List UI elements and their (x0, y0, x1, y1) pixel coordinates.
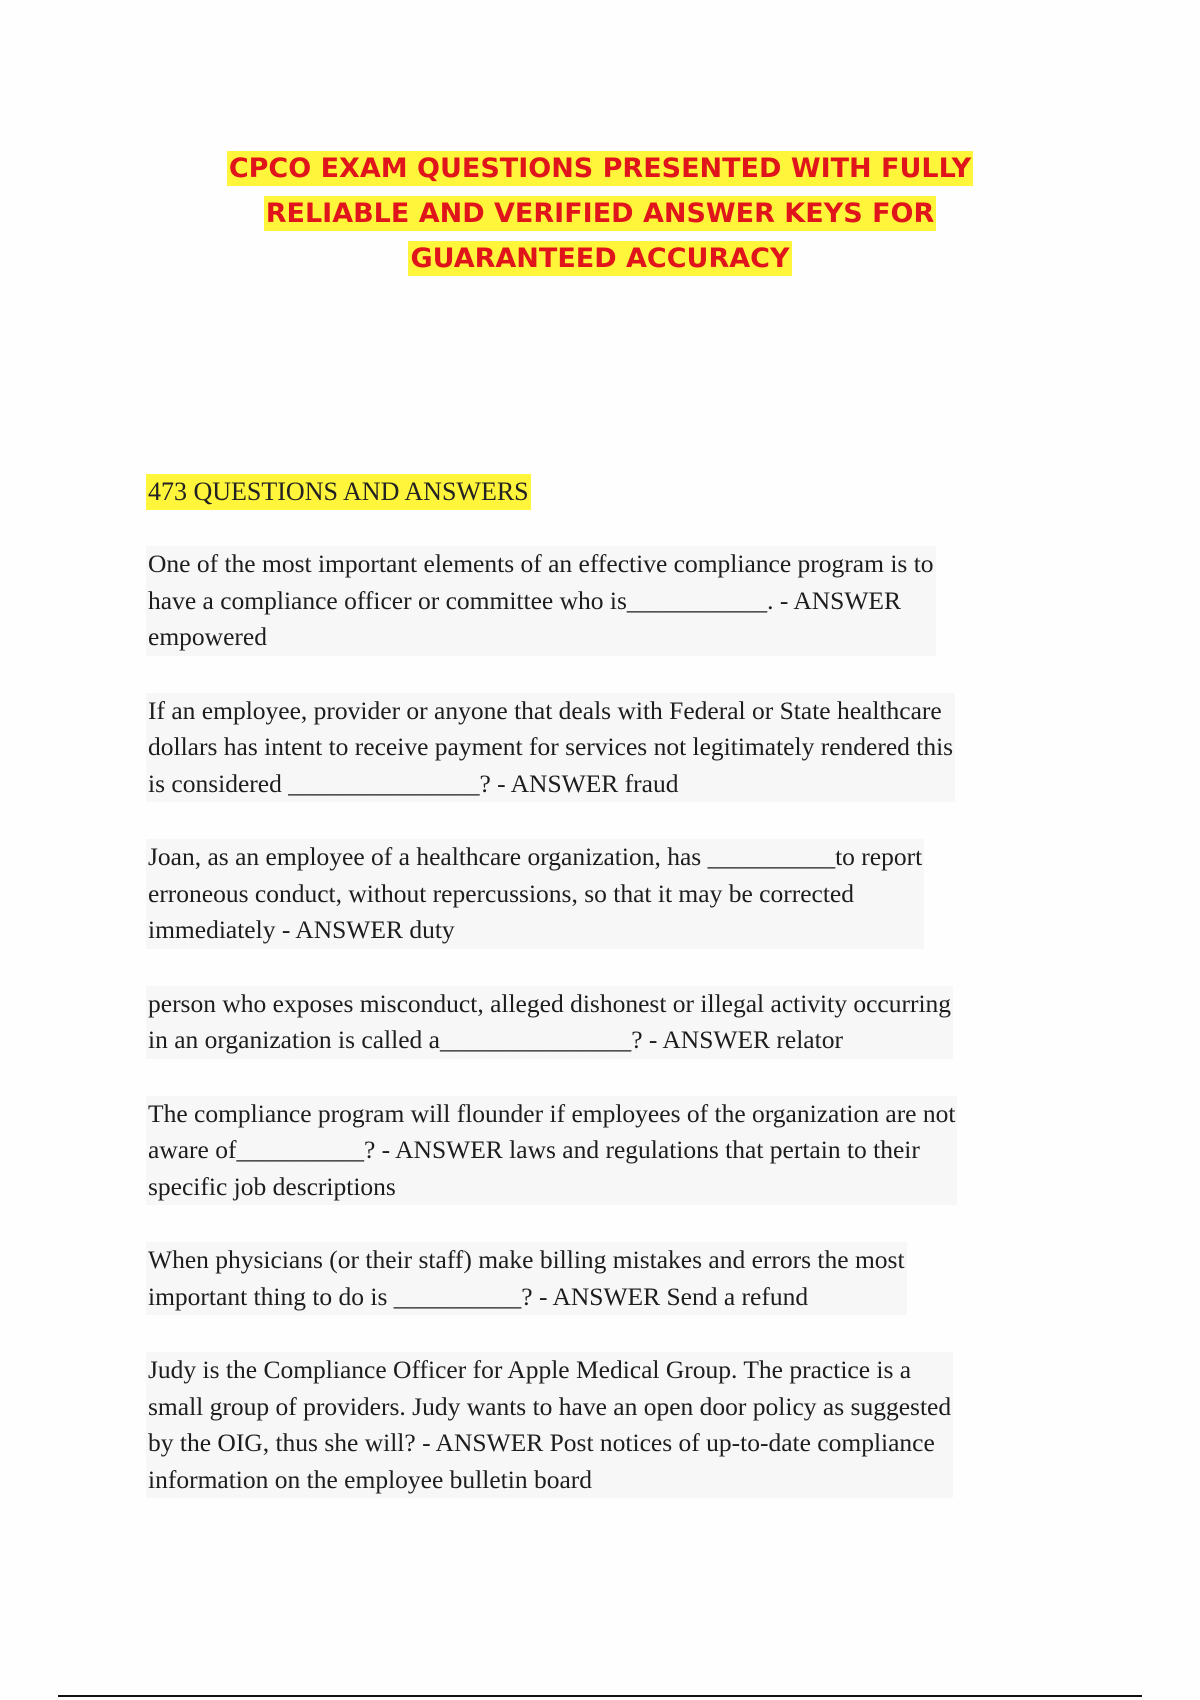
qa-item: One of the most important elements of an effective compliance program is to have a compliance officer or committee who is___________. - ANSWER empowered (146, 546, 936, 656)
qa-item: The compliance program will flounder if employees of the organization are not aware of__________? - ANSWER laws and regulations that pertain to their specific job descriptions (146, 1096, 957, 1206)
page-bottom-rule (58, 1695, 1142, 1697)
question-count-heading: 473 QUESTIONS AND ANSWERS (146, 474, 531, 510)
title-line: CPCO EXAM QUESTIONS PRESENTED WITH FULLY (228, 153, 972, 184)
qa-item: When physicians (or their staff) make billing mistakes and errors the most important thing to do is __________? - ANSWER Send a refund (146, 1242, 907, 1315)
qa-item: Judy is the Compliance Officer for Apple Medical Group. The practice is a small group of providers. Judy wants to have an open door policy as suggested by the OIG, thus she will? - ANSWER Post notices of up-to-date compliance information on the employee bulletin board (146, 1352, 953, 1498)
title-line: GUARANTEED ACCURACY (410, 243, 790, 274)
document-title (150, 146, 1050, 281)
qa-item: Joan, as an employee of a healthcare organization, has __________to report erroneous conduct, without repercussions, so that it may be corrected immediately - ANSWER duty (146, 839, 924, 949)
qa-item: If an employee, provider or anyone that deals with Federal or State healthcare dollars has intent to receive payment for services not legitimately rendered this is considered _______________? - ANSWER fraud (146, 693, 955, 803)
qa-list (146, 546, 1046, 1535)
title-line: RELIABLE AND VERIFIED ANSWER KEYS FOR (265, 198, 935, 229)
qa-item: person who exposes misconduct, alleged dishonest or illegal activity occurring in an organization is called a_______________? - ANSWER relator (146, 986, 953, 1059)
